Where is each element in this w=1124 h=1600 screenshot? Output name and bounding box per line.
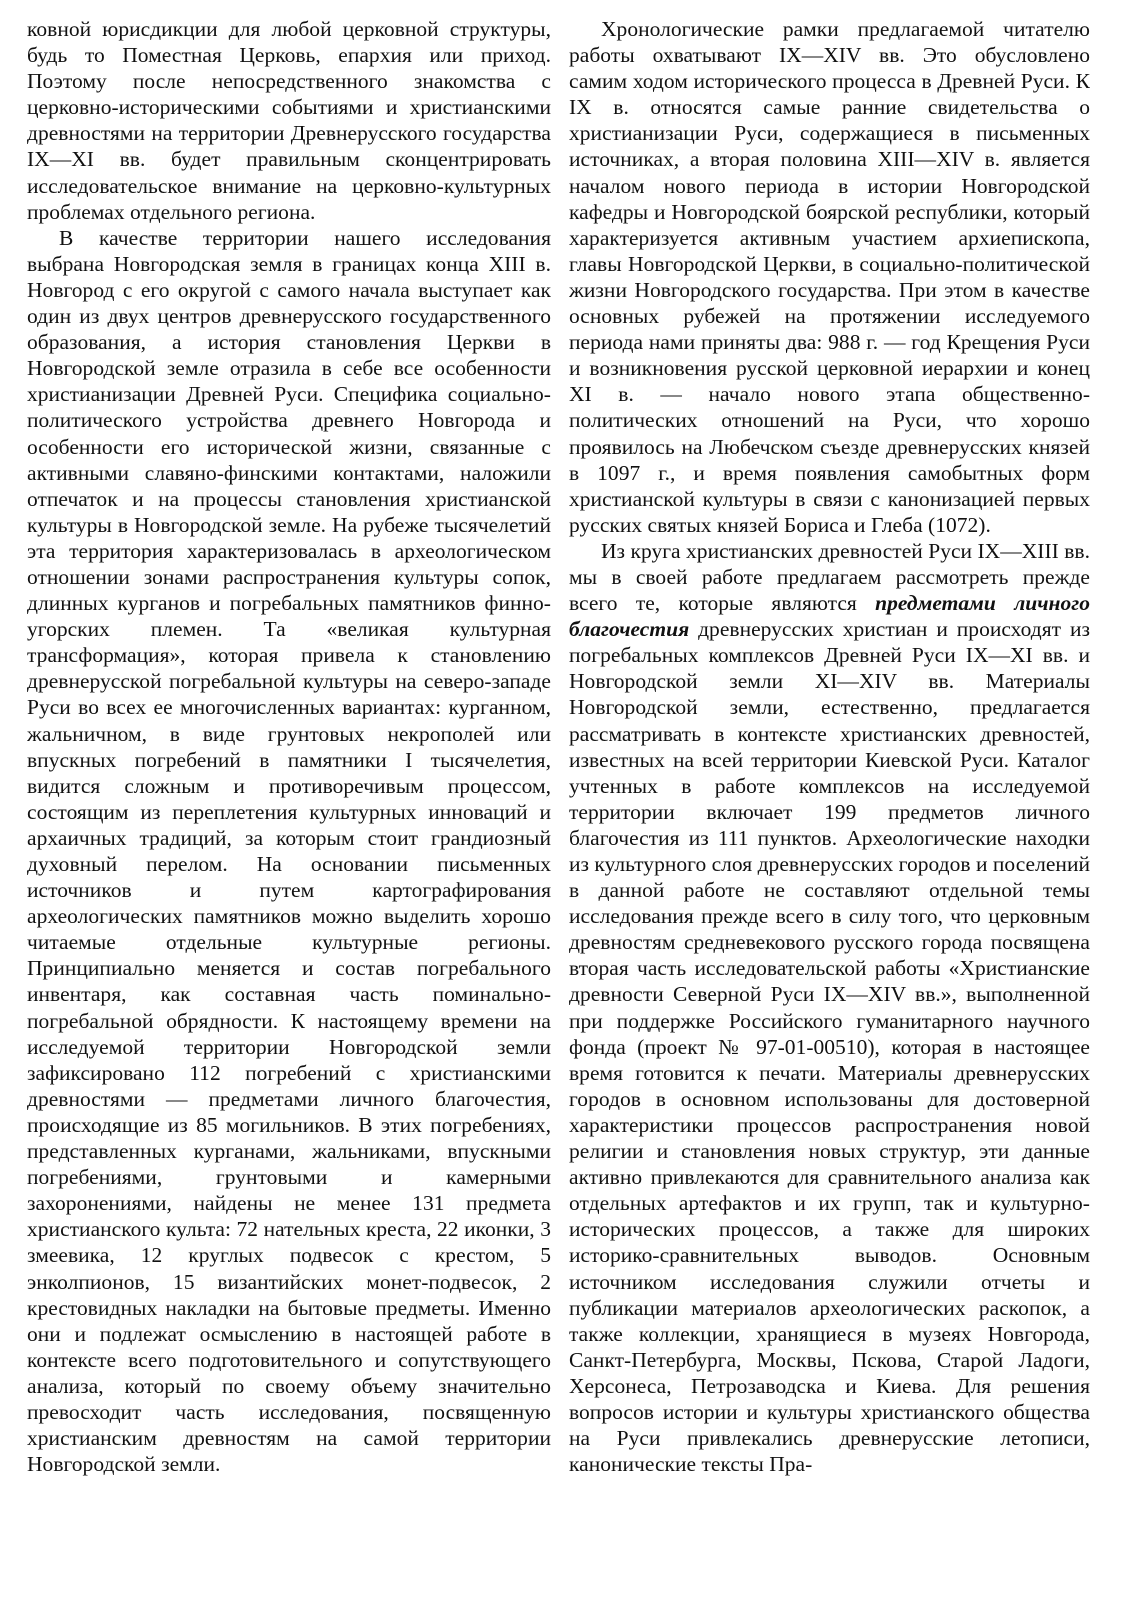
sources-text-before-term: Из круга христианских древностей Руси IX—XIII вв. мы в своей работе предлагаем рассмотреть прежде всего те, которые являются [569, 538, 1090, 616]
left-paragraph-territory: В качестве территории нашего исследования выбрана Новгородская земля в границах конца XIII в. Новгород с его округой с самого начала выступает как один из двух центров древнерусского государственного образования, а история становления Церкви в Новгородской земле отразила в себе все особенности христианизации Древней Руси. Специфика социально-политического устройства древнего Новгорода и особенности его исторической жизни, связанные с активными славяно-финскими контактами, наложили отпечаток и на процессы становления христианской культуры в Новгородской земле. На рубеже тысячелетий эта территория характеризовалась в археологическом отношении зонами распространения культуры сопок, длинных курганов и погребальных памятников финно-угорских племен. Та «великая культурная трансформация», которая привела к становлению древнерусской погребальной культуры на северо-западе Руси во всех ее многочисленных вариантах: курганном, жальничном, в виде грунтовых некрополей или впускных погребений в памятники I тысячелетия, видится сложным и противоречивым процессом, состоящим из переплетения культурных инноваций и архаичных традиций, за которым стоит грандиозный духовный перелом. На основании письменных источников и путем картографирования археологических памятников можно выделить хорошо читаемые отдельные культурные регионы. Принципиально меняется и состав погребального инвентаря, как составная часть поминально-погребальной обрядности. К настоящему времени на исследуемой территории Новгородской земли зафиксировано 112 погребений с христианскими древностями — предметами личного благочестия, происходящие из 85 могильников. В этих погребениях, представленных курганами, жальниками, впускными погребениями, грунтовыми и камерными захоронениями, найдены не менее 131 предмета христианского культа: 72 нательных креста, 22 иконки, 3 змеевика, 12 круглых подвесок с крестом, 5 энколпионов, 15 византийских монет-подвесок, 2 крестовидных накладки на бытовые предметы. Именно они и подлежат осмыслению в настоящей работе в контексте всего подготовительного и сопутствующего анализа, который по своему объему значительно превосходит часть исследования, посвященную христианским древностям на самой территории Новгородской земли. [27, 225, 551, 1477]
left-paragraph-continuation: ковной юрисдикции для любой церковной структуры, будь то Поместная Церковь, епархия или приход. Поэтому после непосредственного знакомства с церковно-историческими событиями и христианскими древностями на территории Древнерусского государства IX—XI вв. будет правильным сконцентрировать исследовательское внимание на церковно-культурных проблемах отдельного региона. [27, 17, 551, 224]
emphasized-term: предметами личного благочестия [569, 591, 1090, 642]
sources-text-after-term: древнерусских христиан и происходят из погребальных комплексов Древней Руси IX—XI вв. и Новгородской земли XI—XIV вв. Материалы Новгородской земли, естественно, предлагается рассматривать в контексте христианских древностей, известных на всей территории Киевской Руси. Каталог учтенных в работе комплексов на исследуемой территории включает 199 предметов личного благочестия из 111 пунктов. Археологические находки из культурного слоя древнерусских городов и поселений в данной работе не составляют отдельной темы исследования прежде всего в силу того, что церковным древностям средневекового русского города посвящена вторая часть исследовательской работы «Христианские древности Северной Руси IX—XIV вв.», выполненной при поддержке Российского гуманитарного научного фонда (проект № 97-01-00510), которая в настоящее время готовится к печати. Материалы древнерусских городов в основном использованы для достоверной характеристики процессов распространения новой религии и становления новых структур, эти данные активно привлекаются для сравнительного анализа как отдельных артефактов и их групп, так и культурно-исторических процессов, а также для широких историко-сравнительных выводов. Основным источником исследования служили отчеты и публикации материалов археологических раскопок, а также коллекции, хранящиеся в музеях Новгорода, Санкт-Петербурга, Москвы, Пскова, Старой Ладоги, Херсонеса, Петрозаводска и Киева. Для решения вопросов истории и культуры христианского общества на Руси привлекались древнерусские летописи, канонические тексты Пра- [569, 617, 1090, 1477]
right-text-column [569, 16, 1090, 1596]
left-text-column [27, 16, 551, 1596]
right-paragraph-sources [569, 538, 1090, 1477]
right-paragraph-chronology: Хронологические рамки предлагаемой читателю работы охватывают IX—XIV вв. Это обусловлено самим ходом исторического процесса в Древней Руси. К IX в. относятся самые ранние свидетельства о христианизации Руси, содержащиеся в письменных источниках, а вторая половина XIII—XIV в. является началом нового периода в истории Новгородской кафедры и Новгородской боярской республики, который характеризуется активным участием архиепископа, главы Новгородской Церкви, в социально-политической жизни Новгородского государства. При этом в качестве основных рубежей на протяжении исследуемого периода нами приняты два: 988 г. — год Крещения Руси и возникновения русской церковной иерархии и конец XI в. — начало нового этапа общественно-политических отношений на Руси, что хорошо проявилось на Любечском съезде древнерусских князей в 1097 г., и время появления самобытных форм христианской культуры в связи с канонизацией первых русских святых князей Бориса и Глеба (1072). [569, 17, 1090, 537]
